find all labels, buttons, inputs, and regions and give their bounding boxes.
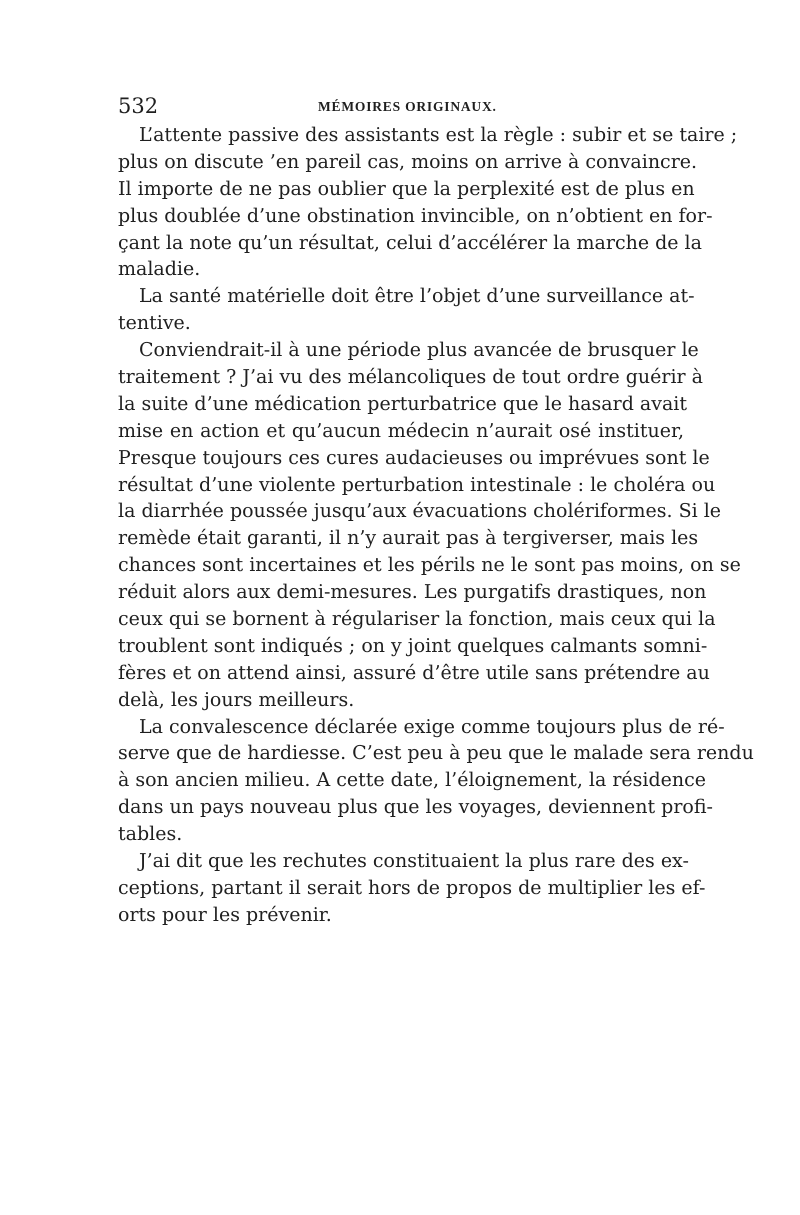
text-line: réduit alors aux demi-mesures. Les purgatifs drastiques, non	[118, 581, 707, 604]
text-line: plus doublée d’une obstination invincible, on n’obtient en for-	[118, 204, 713, 227]
text-line: troublent sont indiqués ; on y joint quelques calmants somni-	[118, 634, 708, 657]
body-text	[118, 122, 754, 929]
text-line: la suite d’une médication perturbatrice que le hasard avait	[118, 392, 688, 415]
text-line: chances sont incertaines et les périls ne le sont pas moins, on se	[118, 554, 741, 577]
text-line: remède était garanti, il n’y aurait pas à tergiverser, mais les	[118, 527, 699, 550]
running-head: MÉMOIRES ORIGINAUX.	[318, 99, 497, 114]
text-line: serve que de hardiesse. C’est peu à peu que le malade sera rendu	[118, 742, 754, 765]
text-line: plus on discute ’en pareil cas, moins on arrive à convaincre.	[118, 150, 698, 173]
text-line: ceptions, partant il serait hors de propos de multiplier les ef-	[118, 876, 706, 899]
text-line: orts pour les prévenir.	[118, 903, 332, 926]
text-line: L’attente passive des assistants est la règle : subir et se taire ;	[139, 124, 738, 146]
text-line: Conviendrait-il à une période plus avancée de brusquer le	[139, 339, 699, 362]
text-line: mise en action et qu’aucun médecin n’aurait osé instituer,	[118, 419, 684, 442]
text-line: maladie.	[118, 258, 201, 281]
text-line: résultat d’une violente perturbation intestinale : le choléra ou	[118, 473, 716, 496]
text-line: tables.	[118, 823, 183, 846]
page-header	[118, 94, 698, 120]
text-line: Il importe de ne pas oublier que la perplexité est de plus en	[118, 177, 695, 200]
text-line: traitement ? J’ai vu des mélancoliques de tout ordre guérir à	[118, 366, 704, 389]
text-line: çant la note qu’un résultat, celui d’accélérer la marche de la	[118, 231, 702, 254]
text-line: La santé matérielle doit être l’objet d’une surveillance at-	[139, 285, 695, 308]
text-line: delà, les jours meilleurs.	[118, 688, 355, 711]
text-line: dans un pays nouveau plus que les voyages, deviennent profi-	[118, 796, 713, 819]
text-line: à son ancien milieu. A cette date, l’éloignement, la résidence	[118, 769, 707, 792]
text-line: tentive.	[118, 312, 191, 335]
page-number: 532	[118, 94, 159, 118]
text-line: J’ai dit que les rechutes constituaient la plus rare des ex-	[139, 850, 689, 873]
text-line: La convalescence déclarée exige comme toujours plus de ré-	[139, 715, 725, 738]
text-line: la diarrhée poussée jusqu’aux évacuations cholériformes. Si le	[118, 500, 722, 523]
text-line: ceux qui se bornent à régulariser la fonction, mais ceux qui la	[118, 608, 716, 631]
text-line: fères et on attend ainsi, assuré d’être utile sans prétendre au	[118, 661, 710, 684]
text-line: Presque toujours ces cures audacieuses ou imprévues sont le	[118, 446, 710, 469]
